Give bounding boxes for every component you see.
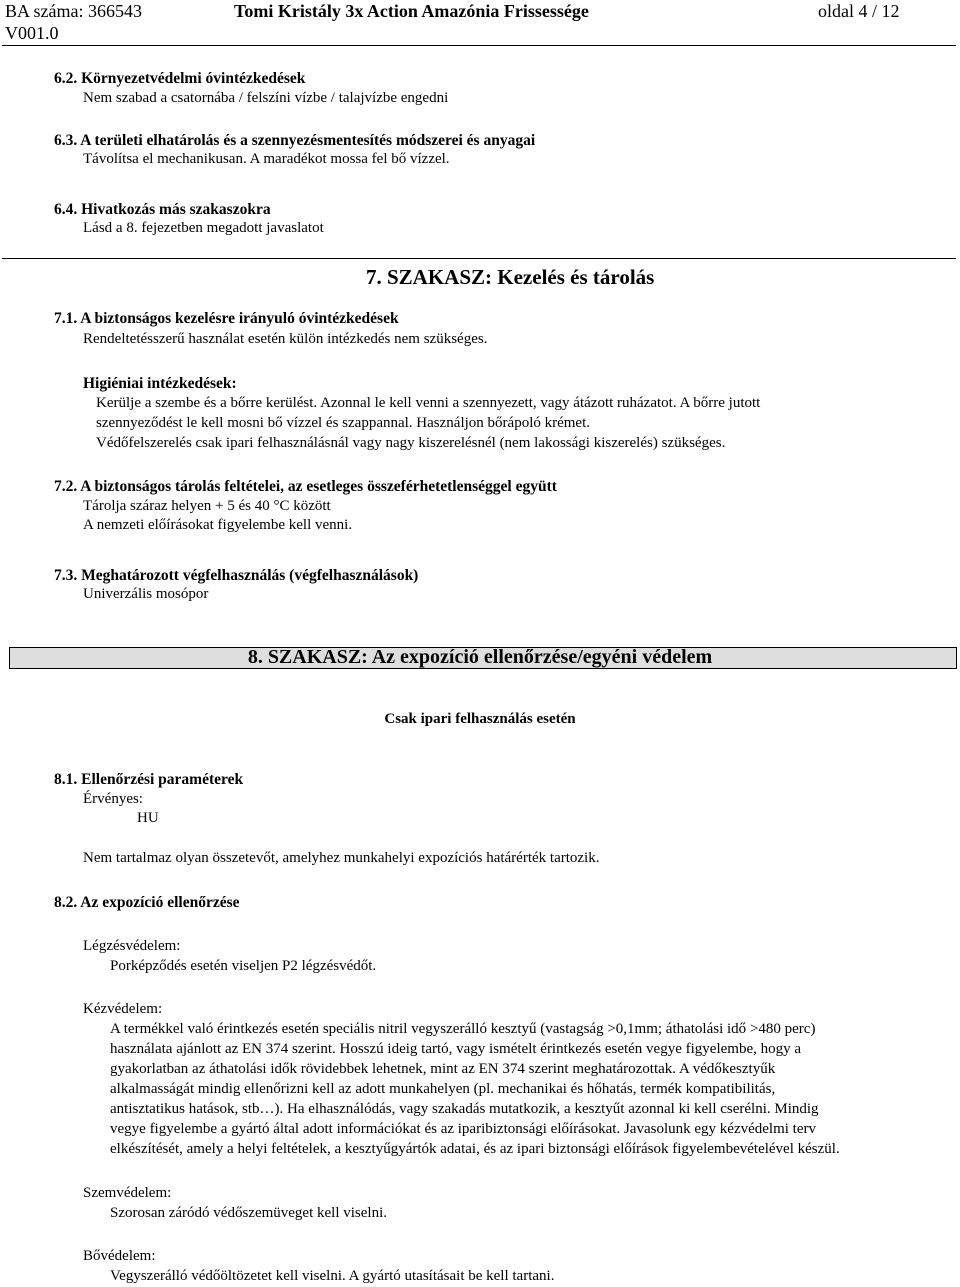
hand-line-5: antisztatikus hatások, stb…). Ha elhasználódás, vagy szakadás mutatkozik, a kesztyűt azonnal ki kell cserélni. Mindig: [110, 1101, 819, 1117]
skin-protection-text: Vegyszerálló védőöltözetet kell viselni. A gyártó utasításait be kell tartani.: [110, 1268, 555, 1284]
hand-line-6: vegye figyelembe a gyártó által adott információkat és az iparibiztonsági előírásokat. Javasolunk egy kézvédelmi terv: [110, 1121, 816, 1137]
section-7-2-line-2: A nemzeti előírásokat figyelembe kell venni.: [83, 517, 353, 533]
hand-line-3: gyakorlatban az áthatolási idők rövidebbek lehetnek, mint az EN 374 szerint meghatározottak. A védőkesztyűk: [110, 1061, 776, 1077]
hygiene-heading: Higiéniai intézkedések:: [83, 375, 237, 392]
section-8-1-text: Nem tartalmaz olyan összetevőt, amelyhez munkahelyi expozíciós határérték tartozik.: [83, 850, 600, 866]
hand-line-7: elkészítését, amely a helyi feltételek, a kesztyűgyártók adatai, és az ipari biztonsági előírások figyelembevételével készül.: [110, 1141, 840, 1157]
respiratory-label: Légzésvédelem:: [83, 938, 181, 954]
section-7-title: 7. SZAKASZ: Kezelés és tárolás: [366, 265, 655, 289]
version: V001.0: [5, 23, 59, 43]
product-title: Tomi Kristály 3x Action Amazónia Frissessége: [234, 1, 589, 21]
section-8-title: 8. SZAKASZ: Az expozíció ellenőrzése/egyéni védelem: [247, 646, 713, 668]
ba-number: BA száma: 366543: [5, 1, 142, 21]
section-7-2-heading: 7.2. A biztonságos tárolás feltételei, az esetleges összeférhetetlenséggel együtt: [54, 478, 557, 495]
hygiene-line-1: Kerülje a szembe és a bőrre kerülést. Azonnal le kell venni a szennyezett, vagy átázott ruházatot. A bőrre jutott: [96, 395, 761, 411]
eye-protection-text: Szorosan záródó védőszemüveget kell viselni.: [110, 1205, 388, 1221]
respiratory-text: Porképződés esetén viseljen P2 légzésvédőt.: [110, 958, 377, 974]
section-6-2-text: Nem szabad a csatornába / felszíni vízbe / talajvízbe engedni: [83, 90, 449, 106]
section-7-3-text: Univerzális mosópor: [83, 586, 209, 602]
section-8-1-heading: 8.1. Ellenőrzési paraméterek: [54, 771, 244, 788]
hand-protection-label: Kézvédelem:: [83, 1001, 163, 1017]
section-7-1-heading: 7.1. A biztonságos kezelésre irányuló óvintézkedések: [54, 310, 399, 327]
hand-line-1: A termékkel való érintkezés esetén speciális nitril vegyszerálló kesztyű (vastagság >0,1mm; áthatolási idő >480 perc): [110, 1021, 816, 1037]
valid-label: Érvényes:: [83, 791, 143, 807]
hand-line-2: használata ajánlott az EN 374 szerint. Hosszú ideig tartó, vagy ismételt érintkezés esetén vegye figyelembe, hogy a: [110, 1041, 802, 1057]
section-7-2-line-1: Tárolja száraz helyen + 5 és 40 °C között: [83, 498, 331, 514]
page-number: oldal 4 / 12: [818, 1, 900, 21]
hygiene-line-3: Védőfelszerelés csak ipari felhasználásnál vagy nagy kiszerelésnél (nem lakossági kiszerelés) szükséges.: [96, 435, 726, 451]
section-7-rule: [2, 258, 956, 259]
eye-protection-label: Szemvédelem:: [83, 1185, 172, 1201]
section-6-3-heading: 6.3. A területi elhatárolás és a szennyezésmentesítés módszerei és anyagai: [54, 132, 536, 149]
header-rule: [2, 45, 956, 46]
valid-value: HU: [137, 810, 159, 826]
skin-protection-label: Bővédelem:: [83, 1248, 156, 1264]
section-6-3-text: Távolítsa el mechanikusan. A maradékot mossa fel bő vízzel.: [83, 151, 450, 167]
section-6-4-text: Lásd a 8. fejezetben megadott javaslatot: [83, 220, 324, 236]
section-8-2-heading: 8.2. Az expozíció ellenőrzése: [54, 894, 240, 911]
section-6-2-heading: 6.2. Környezetvédelmi óvintézkedések: [54, 70, 306, 87]
section-7-3-heading: 7.3. Meghatározott végfelhasználás (végfelhasználások): [54, 567, 419, 584]
section-7-1-text: Rendeltetésszerű használat esetén külön intézkedés nem szükséges.: [83, 331, 488, 347]
hygiene-line-2: szennyeződést le kell mosni bő vízzel és szappannal. Használjon bőrápoló krémet.: [96, 415, 591, 431]
section-8-subtitle: Csak ipari felhasználás esetén: [384, 711, 576, 727]
hand-line-4: alkalmasságát mindig ellenőrizni kell az adott munkahelyen (pl. mechanikai és hőhatás, termék kompatibilitás,: [110, 1081, 776, 1097]
section-6-4-heading: 6.4. Hivatkozás más szakaszokra: [54, 201, 271, 218]
